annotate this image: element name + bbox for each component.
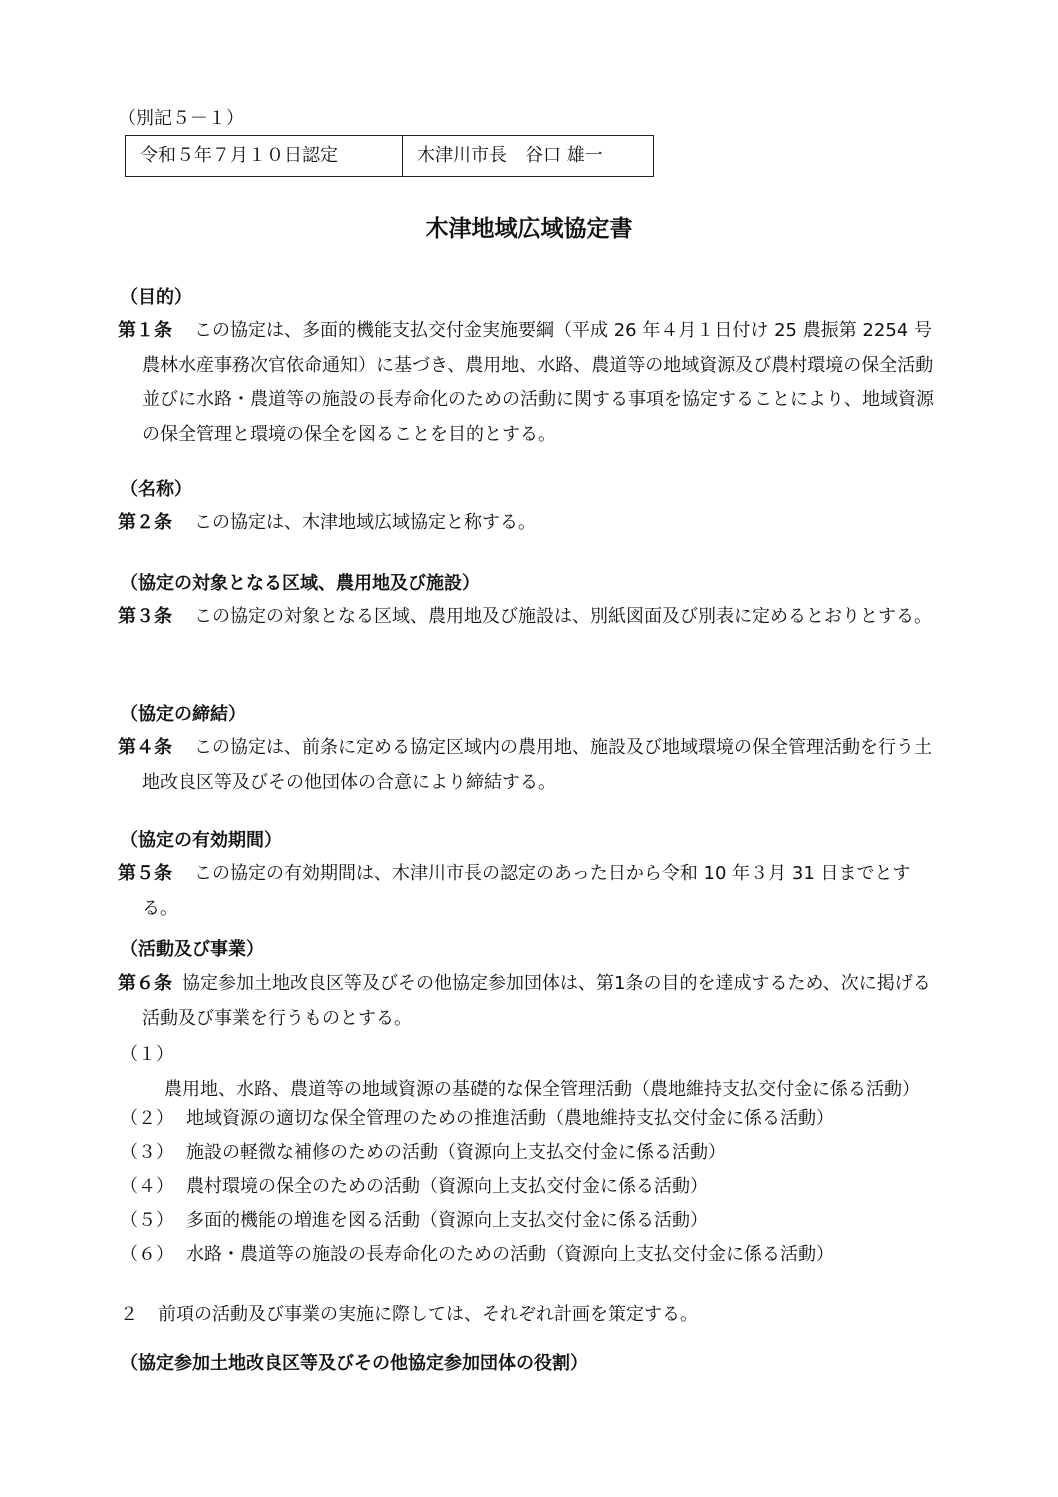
article-2-text: この協定は、木津地域広域協定と称する。	[194, 512, 536, 533]
article-1-heading: （目的）	[120, 287, 192, 308]
article-2-heading: （名称）	[120, 479, 192, 500]
article-1-number: 第１条	[118, 320, 172, 341]
activity-item-1-text: 農用地、水路、農道等の地域資源の基礎的な保全管理活動（農地維持支払交付金に係る活動）	[164, 1078, 920, 1100]
activity-item-3-text: 施設の軽微な補修のための活動（資源向上支払交付金に係る活動）	[186, 1142, 726, 1163]
article-1	[118, 314, 940, 452]
activity-item-4-index: （４）	[120, 1176, 174, 1197]
article-2	[118, 506, 940, 541]
article-4-text: この協定は、前条に定める協定区域内の農用地、施設及び地域環境の保全管理活動を行う土地改良区等及びその他団体の合意により締結する。	[142, 737, 932, 793]
article-5-number: 第５条	[118, 863, 172, 884]
article-7-heading: （協定参加土地改良区等及びその他協定参加団体の役割）	[120, 1353, 588, 1374]
document-title: 木津地域広域協定書	[425, 216, 633, 242]
article-6-text: 協定参加土地改良区等及びその他協定参加団体は、第1条の目的を達成するため、次に掲げる活動及び事業を行うものとする。	[142, 973, 931, 1029]
activity-item-1	[120, 1038, 940, 1107]
activity-item-6	[120, 1238, 940, 1273]
article-1-text: この協定は、多面的機能支払交付金実施要綱（平成 26 年４月１日付け 25 農振第 2254 号農林水産事務次官依命通知）に基づき、農用地、水路、農道等の地域資源及び農村環境の保全活動並びに水路・農道等の施設の長寿命化のための活動に関する事項を協定することにより、地域資源の保全管理と環境の保全を図ることを目的とする。	[142, 320, 934, 445]
approval-mayor: 木津川市長 谷口 雄一	[417, 145, 603, 166]
paragraph-2-number: ２	[120, 1304, 138, 1325]
activity-item-5-text: 多面的機能の増進を図る活動（資源向上支払交付金に係る活動）	[186, 1210, 708, 1231]
activity-item-2-index: （２）	[120, 1108, 174, 1129]
article-5-heading: （協定の有効期間）	[120, 830, 282, 851]
article-6-number: 第６条	[118, 973, 172, 994]
article-4-heading: （協定の締結）	[120, 704, 246, 725]
article-3-text: この協定の対象となる区域、農用地及び施設は、別紙図面及び別表に定めるとおりとする。	[194, 606, 932, 627]
article-4	[118, 731, 940, 800]
activity-item-3	[120, 1136, 940, 1171]
article-5	[118, 857, 940, 926]
activity-item-2-text: 地域資源の適切な保全管理のための推進活動（農地維持支払交付金に係る活動）	[186, 1108, 834, 1129]
activity-item-4-text: 農村環境の保全のための活動（資源向上支払交付金に係る活動）	[186, 1176, 708, 1197]
paragraph-2	[120, 1303, 698, 1327]
paragraph-2-text: 前項の活動及び事業の実施に際しては、それぞれ計画を策定する。	[158, 1304, 698, 1325]
activity-item-6-index: （６）	[120, 1244, 174, 1265]
activity-item-3-index: （３）	[120, 1142, 174, 1163]
activity-item-1-index: （１）	[120, 1044, 174, 1065]
article-3-heading: （協定の対象となる区域、農用地及び施設）	[120, 573, 480, 594]
activity-item-2	[120, 1102, 940, 1137]
activity-item-6-text: 水路・農道等の施設の長寿命化のための活動（資源向上支払交付金に係る活動）	[186, 1244, 834, 1265]
article-4-number: 第４条	[118, 737, 172, 758]
activity-item-4	[120, 1170, 940, 1205]
article-6-heading: （活動及び事業）	[120, 939, 264, 960]
article-6	[118, 967, 940, 1036]
activity-item-5	[120, 1204, 940, 1239]
article-3	[118, 600, 940, 635]
reference-label: （別記５－１）	[118, 108, 244, 129]
approval-date: 令和５年７月１０日認定	[126, 136, 403, 176]
article-5-text: この協定の有効期間は、木津川市長の認定のあった日から令和 10 年３月 31 日までとする。	[142, 863, 911, 919]
activity-item-5-index: （５）	[120, 1210, 174, 1231]
approval-box	[125, 135, 654, 177]
article-2-number: 第２条	[118, 512, 172, 533]
article-3-number: 第３条	[118, 606, 172, 627]
